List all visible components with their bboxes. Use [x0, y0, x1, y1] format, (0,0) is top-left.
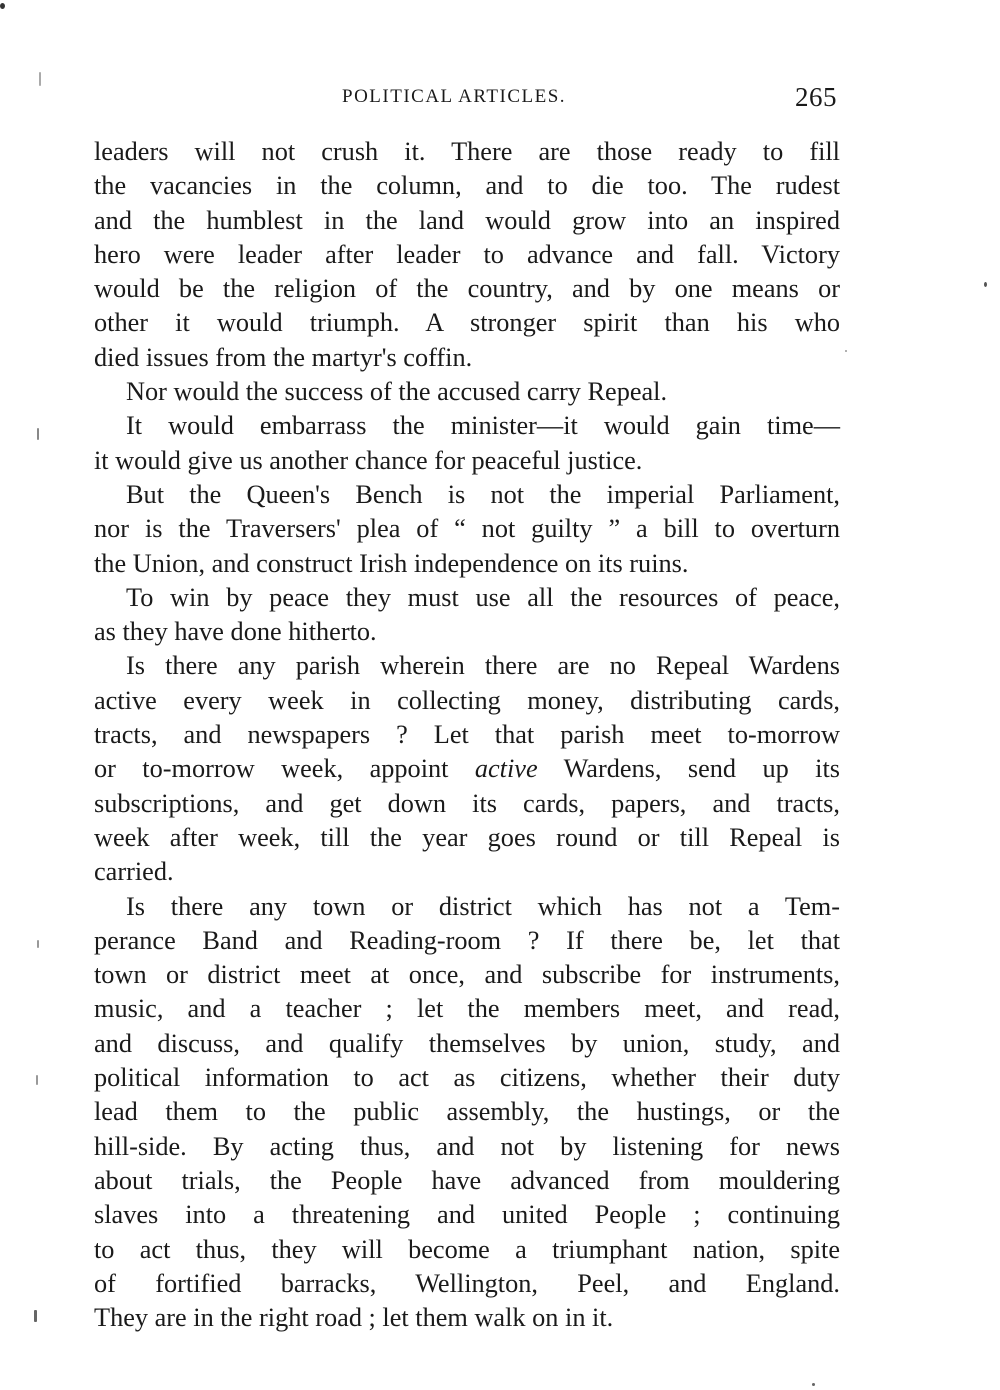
scan-speck [984, 282, 987, 287]
text-line: music, and a teacher ; let the members meet, and read, [94, 994, 840, 1024]
running-title: POLITICAL ARTICLES. [342, 86, 567, 107]
text-line: of fortified barracks, Wellington, Peel, and England. [94, 1268, 840, 1298]
paragraph [94, 375, 840, 409]
scan-speck [0, 3, 5, 9]
scan-speck [34, 1310, 37, 1322]
text-line: Is there any town or district which has not a Tem- [126, 891, 840, 921]
text-line: active every week in collecting money, distributing cards, [94, 685, 840, 715]
text-line: and discuss, and qualify themselves by union, study, and [94, 1028, 840, 1058]
text-line: nor is the Traversers' plea of “ not guilty ” a bill to overturn [94, 514, 840, 544]
paragraph [94, 581, 840, 650]
paragraph [94, 890, 840, 1336]
text-line: as they have done hitherto. [94, 617, 377, 647]
text-segment: Wardens, send up its [563, 754, 840, 784]
text-line: hero were leader after leader to advance and fall. Victory [94, 239, 840, 269]
text-line: would be the religion of the country, and by one means or [94, 274, 840, 304]
text-line: week after week, till the year goes round or till Repeal is [94, 822, 840, 852]
text-line: political information to act as citizens, whether their duty [94, 1063, 840, 1093]
body-text [94, 135, 840, 1335]
text-line: the vacancies in the column, and to die too. The rudest [94, 171, 840, 201]
paragraph [94, 409, 840, 478]
text-line: slaves into a threatening and united People ; continuing [94, 1200, 840, 1230]
page-number: 265 [795, 82, 837, 112]
text-line: tracts, and newspapers ? Let that parish meet to-morrow [94, 720, 840, 750]
text-line: It would embarrass the minister—it would gain time— [126, 411, 840, 441]
scan-speck [37, 428, 39, 440]
paragraph [94, 135, 840, 375]
text-line: subscriptions, and get down its cards, papers, and tracts, [94, 788, 840, 818]
text-line: Nor would the success of the accused carry Repeal. [126, 377, 668, 407]
scan-speck [812, 1383, 815, 1386]
text-line: it would give us another chance for peaceful justice. [94, 445, 643, 475]
text-line: But the Queen's Bench is not the imperial Parliament, [126, 479, 840, 509]
text-line: and the humblest in the land would grow into an inspired [94, 205, 840, 235]
paragraph [94, 649, 840, 889]
text-line: other it would triumph. A stronger spirit than his who [94, 308, 840, 338]
text-line [94, 752, 840, 786]
text-line: to act thus, they will become a triumphant nation, spite [94, 1234, 840, 1264]
text-line: They are in the right road ; let them walk on in it. [94, 1303, 614, 1333]
scan-speck [845, 350, 847, 352]
text-line: died issues from the martyr's coffin. [94, 342, 473, 372]
text-line: the Union, and construct Irish independence on its ruins. [94, 548, 689, 578]
scan-speck [39, 72, 41, 86]
text-line: hill-side. By acting thus, and not by listening for news [94, 1131, 840, 1161]
text-line: carried. [94, 857, 174, 887]
text-line: To win by peace they must use all the resources of peace, [126, 582, 840, 612]
text-line: Is there any parish wherein there are no Repeal Wardens [126, 651, 840, 681]
text-line: town or district meet at once, and subscribe for instruments, [94, 960, 840, 990]
scan-speck [37, 940, 39, 948]
text-line: leaders will not crush it. There are those ready to fill [94, 137, 840, 166]
page-header [0, 82, 1000, 122]
scan-speck [36, 1075, 38, 1085]
paragraph [94, 478, 840, 581]
italic-word: active [474, 754, 538, 784]
text-line: lead them to the public assembly, the hustings, or the [94, 1097, 840, 1127]
text-line: about trials, the People have advanced from mouldering [94, 1165, 840, 1195]
text-segment: or to-morrow week, appoint [94, 754, 449, 784]
text-line: perance Band and Reading-room ? If there be, let that [94, 925, 840, 955]
